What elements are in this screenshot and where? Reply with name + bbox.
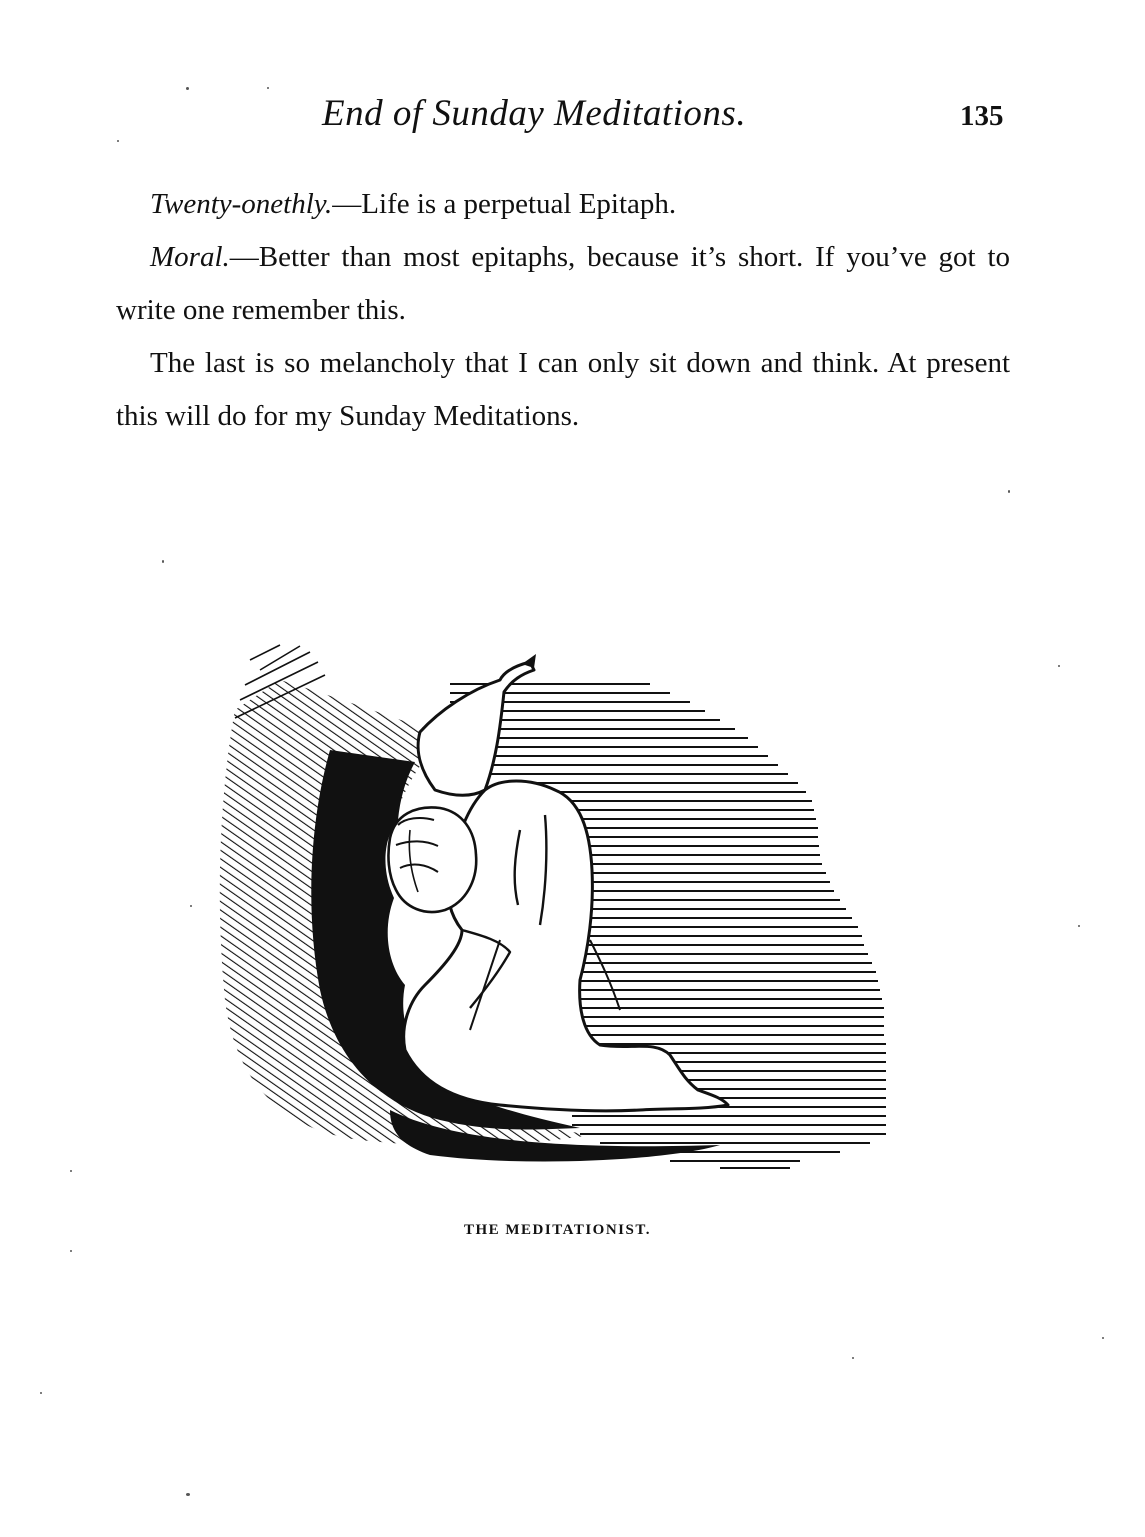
paragraph-text: —Life is a perpetual Epitaph. — [332, 188, 677, 220]
body-text — [116, 178, 1010, 443]
paragraph-lead: Twenty-onethly. — [150, 188, 333, 220]
running-head — [0, 92, 1145, 142]
page-number: 135 — [960, 100, 1004, 132]
paragraph-text: —Better than most epitaphs, because it’s short. If you’ve got to write one remember this. — [116, 241, 1010, 326]
paragraph-closing — [116, 337, 1010, 443]
running-title: End of Sunday Meditations. — [322, 93, 747, 134]
paragraph-moral — [116, 231, 1010, 337]
caption-text: THE MEDITATIONIST. — [463, 1222, 652, 1238]
figure-head — [388, 807, 476, 911]
paragraph-text: The last is so melancholy that I can only sit down and think. At present this will do for my Sunday Meditations. — [116, 347, 1010, 432]
illustration-caption — [0, 1222, 1145, 1239]
meditationist-illustration — [200, 640, 920, 1200]
paragraph-lead: Moral. — [150, 241, 230, 273]
paragraph-twenty-onethly — [116, 178, 1010, 231]
